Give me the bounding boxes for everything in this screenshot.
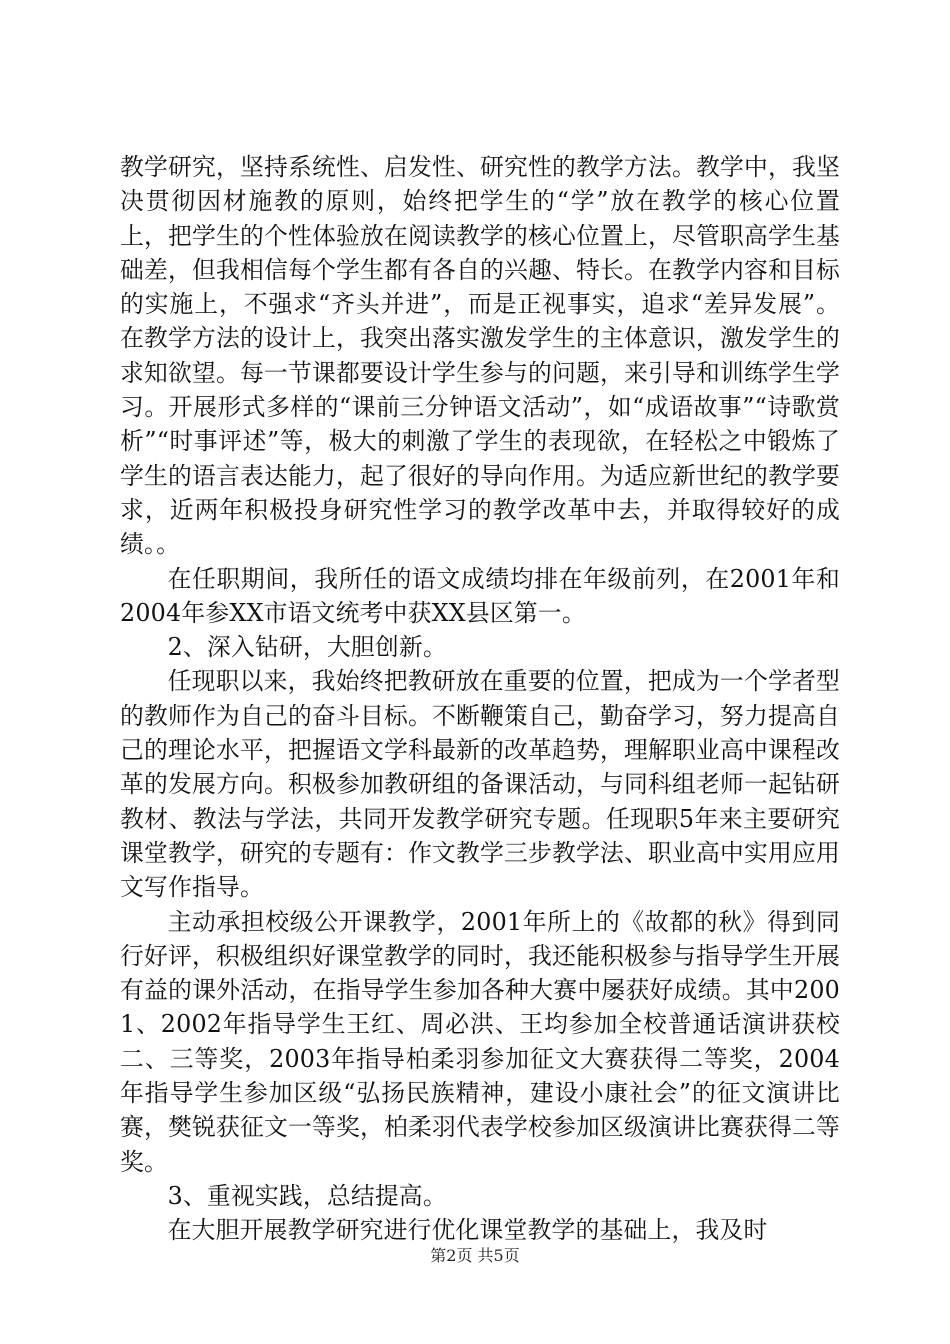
section-heading-practice-summary: 3、重视实践，总结提高。 [167, 1181, 447, 1210]
paragraph-practice-continued: 在大胆开展教学研究进行优化课堂教学的基础上，我及时 [167, 1216, 768, 1245]
page-number-footer: 第2页 共5页 [430, 1246, 520, 1265]
paragraph-teaching-methods: 教学研究，坚持系统性、启发性、研究性的教学方法。教学中，我坚决贯彻因材施教的原则，始终把学生的“学”放在教学的核心位置上，把学生的个性体验放在阅读教学的核心位置上，尽管职高学生基础差，但我相信每个学生都有各自的兴趣、特长。在教学内容和目标的实施上，不强求“齐头并进”，而是正视事实，追求“差异发展”。在教学方法的设计上，我突出落实激发学生的主体意识，激发学生的求知欲望。每一节课都要设计学生参与的问题，来引导和训练学生学习。开展形式多样的“课前三分钟语文活动”，如“成语故事”“诗歌赏析”“时事评述”等，极大的刺激了学生的表现欲，在轻松之中锻炼了学生的语言表达能力，起了很好的导向作用。为适应新世纪的教学要求，近两年积极投身研究性学习的教学改革中去，并取得较好的成绩。。 [120, 153, 840, 559]
section-heading-research-innovation: 2、深入钻研，大胆创新。 [167, 633, 447, 662]
paragraph-teaching-research: 任现职以来，我始终把教研放在重要的位置，把成为一个学者型的教师作为自己的奋斗目标。不断鞭策自己，勤奋学习，努力提高自己的理论水平，把握语文学科最新的改革趋势，理解职业高中课程改革的发展方向。积极参加教研组的备课活动，与同科组老师一起钻研教材、教法与学法，共同开发教学研究专题。任现职5年来主要研究课堂教学，研究的专题有：作文教学三步教学法、职业高中实用应用文写作指导。 [120, 667, 840, 902]
paragraph-open-class-and-awards: 主动承担校级公开课教学，2001年所上的《故都的秋》得到同行好评，积极组织好课堂教学的同时，我还能积极参与指导学生开展有益的课外活动，在指导学生参加各种大赛中屡获好成绩。其中2001、2002年指导学生王红、周必洪、王均参加全校普通话演讲获校二、三等奖，2003年指导柏柔羽参加征文大赛获得二等奖，2004年指导学生参加区级“弘扬民族精神，建设小康社会”的征文演讲比赛，樊锐获征文一等奖，柏柔羽代表学校参加区级演讲比赛获得二等奖。 [120, 907, 840, 1176]
document-body [120, 150, 840, 1248]
paragraph-exam-results: 在任职期间，我所任的语文成绩均排在年级前列，在2001年和2004年参XX市语文统考中获XX县区第一。 [120, 564, 840, 627]
